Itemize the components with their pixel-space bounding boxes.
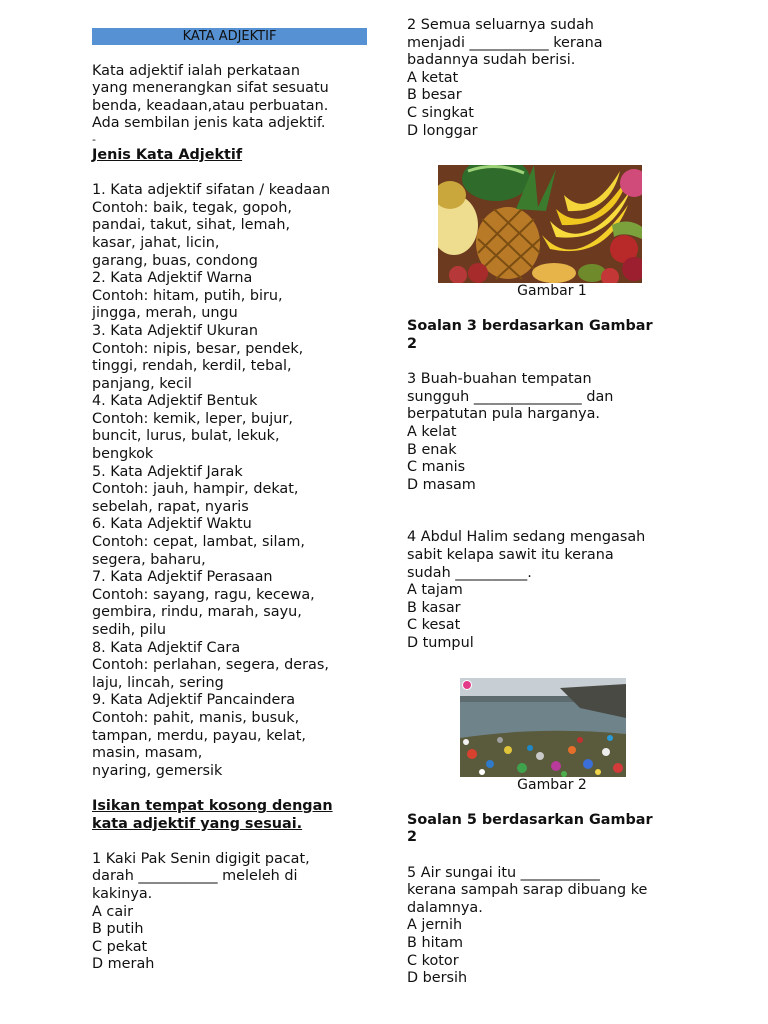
intro-line: benda, keadaan,atau perbuatan. — [92, 97, 329, 114]
adjective-type-example: tampan, merdu, payau, kelat, — [92, 727, 306, 744]
adjective-type-example: sebelah, rapat, nyaris — [92, 498, 249, 515]
option-d: D longgar — [407, 122, 478, 139]
polluted-river-photo — [460, 678, 626, 777]
option-a: A jernih — [407, 917, 463, 934]
figure-2-caption: Gambar 2 — [517, 776, 587, 793]
section-heading-line: 2 — [407, 829, 418, 846]
option-a: A tajam — [407, 582, 463, 599]
question-line: kerana sampah sarap dibuang ke — [407, 882, 648, 899]
option-c: C kesat — [407, 617, 461, 634]
spacer — [407, 494, 697, 512]
adjective-type-example: nyaring, gemersik — [92, 762, 223, 779]
option-c: C singkat — [407, 104, 474, 121]
section-heading-line: 2 — [407, 335, 418, 352]
spacer — [407, 301, 697, 319]
adjective-type-example: Contoh: sayang, ragu, kecewa, — [92, 586, 315, 603]
adjective-type-example: masin, masam, — [92, 745, 203, 762]
option-d: D bersih — [407, 970, 468, 987]
intro-line: Ada sembilan jenis kata adjektif. — [92, 115, 326, 132]
adjective-type-example: garang, buas, condong — [92, 252, 258, 269]
intro-line: yang menerangkan sifat sesuatu — [92, 80, 329, 97]
question-line: sungguh _______________ dan — [407, 388, 614, 405]
adjective-type-example: segera, baharu, — [92, 551, 206, 568]
adjective-type-title: 9. Kata Adjektif Pancaindera — [92, 692, 296, 709]
question-1 — [92, 851, 367, 974]
option-d: D merah — [92, 956, 155, 973]
option-a: A kelat — [407, 423, 457, 440]
question-5 — [407, 865, 697, 988]
question-line: 5 Air sungai itu ___________ — [407, 864, 600, 881]
figure-1-caption: Gambar 1 — [517, 283, 587, 300]
adjective-type-example: Contoh: jauh, hampir, dekat, — [92, 481, 299, 498]
left-column — [92, 0, 367, 974]
spacer — [407, 847, 697, 865]
fruit-photo — [438, 165, 642, 283]
question-line: berpatutan pula harganya. — [407, 406, 601, 423]
section-3-heading — [407, 318, 697, 353]
adjective-type-example: kasar, jahat, licin, — [92, 234, 220, 251]
adjective-type-example: buncit, lurus, bulat, lekuk, — [92, 428, 280, 445]
question-line: sabit kelapa sawit itu kerana — [407, 547, 614, 564]
stray-mark: - — [92, 132, 96, 146]
types-heading: Jenis Kata Adjektif — [92, 146, 243, 163]
option-b: B enak — [407, 441, 457, 458]
fruit-illustration — [438, 165, 642, 283]
adjective-type-example: jingga, merah, ungu — [92, 305, 238, 322]
option-a: A cair — [92, 903, 134, 920]
question-line: darah ___________ meleleh di — [92, 868, 298, 885]
exercise-heading-line: kata adjektif yang sesuai. — [92, 815, 303, 832]
intro-line: Kata adjektif ialah perkataan — [92, 62, 300, 79]
adjective-type-title: 8. Kata Adjektif Cara — [92, 639, 241, 656]
option-b: B kasar — [407, 599, 461, 616]
exercise-heading-line: Isikan tempat kosong dengan — [92, 797, 333, 814]
section-5-heading — [407, 812, 697, 847]
adjective-type-title: 7. Kata Adjektif Perasaan — [92, 569, 273, 586]
question-line: 4 Abdul Halim sedang mengasah — [407, 529, 646, 546]
question-line: 1 Kaki Pak Senin digigit pacat, — [92, 850, 310, 867]
spacer — [407, 794, 697, 812]
section-heading-line: Soalan 3 berdasarkan Gambar — [407, 318, 653, 335]
question-line: dalamnya. — [407, 899, 483, 916]
adjective-type-title: 4. Kata Adjektif Bentuk — [92, 393, 258, 410]
adjective-type-example: Contoh: nipis, besar, pendek, — [92, 340, 304, 357]
spacer — [92, 45, 367, 63]
adjective-type-example: Contoh: kemik, leper, bujur, — [92, 410, 293, 427]
adjective-type-example: Contoh: pahit, manis, busuk, — [92, 709, 300, 726]
page-title: KATA ADJEKTIF — [92, 28, 367, 45]
intro-paragraph — [92, 63, 367, 133]
spacer — [407, 354, 697, 372]
option-c: C manis — [407, 459, 466, 476]
adjective-type-title: 2. Kata Adjektif Warna — [92, 270, 253, 287]
adjective-type-example: Contoh: hitam, putih, biru, — [92, 287, 283, 304]
exercise-heading — [92, 798, 367, 833]
question-line: kakinya. — [92, 885, 153, 902]
spacer — [92, 833, 367, 851]
section-heading-line: Soalan 5 berdasarkan Gambar — [407, 811, 653, 828]
option-c: C pekat — [92, 938, 148, 955]
adjective-type-example: gembira, rindu, marah, sayu, — [92, 604, 302, 621]
adjective-type-title: 1. Kata adjektif sifatan / keadaan — [92, 182, 331, 199]
adjective-type-example: Contoh: cepat, lambat, silam, — [92, 534, 305, 551]
adjective-type-title: 3. Kata Adjektif Ukuran — [92, 322, 258, 339]
option-d: D masam — [407, 476, 476, 493]
spacer — [92, 780, 367, 798]
option-b: B putih — [92, 921, 144, 938]
question-line: 3 Buah-buahan tempatan — [407, 371, 592, 388]
question-2 — [407, 17, 697, 140]
adjective-type-example: Contoh: perlahan, segera, deras, — [92, 657, 329, 674]
option-b: B besar — [407, 87, 462, 104]
river-illustration — [460, 678, 626, 777]
adjective-type-title: 5. Kata Adjektif Jarak — [92, 463, 243, 480]
spacer — [92, 165, 367, 183]
right-column — [407, 0, 697, 988]
option-a: A ketat — [407, 69, 459, 86]
adjective-type-example: laju, lincah, sering — [92, 674, 224, 691]
photo-marker-icon — [462, 680, 472, 690]
adjective-type-example: sedih, pilu — [92, 622, 167, 638]
question-line: 2 Semua seluarnya sudah — [407, 17, 594, 33]
adjective-type-example: pandai, takut, sihat, lemah, — [92, 217, 291, 234]
top-margin — [407, 0, 697, 17]
question-3 — [407, 371, 697, 494]
option-c: C kotor — [407, 952, 459, 969]
question-line: menjadi ___________ kerana — [407, 34, 603, 51]
option-b: B hitam — [407, 934, 464, 951]
adjective-type-example: panjang, kecil — [92, 375, 192, 392]
question-line: sudah __________. — [407, 564, 532, 581]
spacer — [407, 512, 697, 530]
adjective-type-title: 6. Kata Adjektif Waktu — [92, 516, 252, 533]
option-d: D tumpul — [407, 635, 474, 652]
adjective-type-example: Contoh: baik, tegak, gopoh, — [92, 199, 292, 216]
adjective-types-list — [92, 182, 367, 780]
adjective-type-example: tinggi, rendah, kerdil, tebal, — [92, 358, 292, 375]
question-4 — [407, 529, 697, 652]
adjective-type-example: bengkok — [92, 446, 154, 463]
question-line: badannya sudah berisi. — [407, 52, 576, 69]
